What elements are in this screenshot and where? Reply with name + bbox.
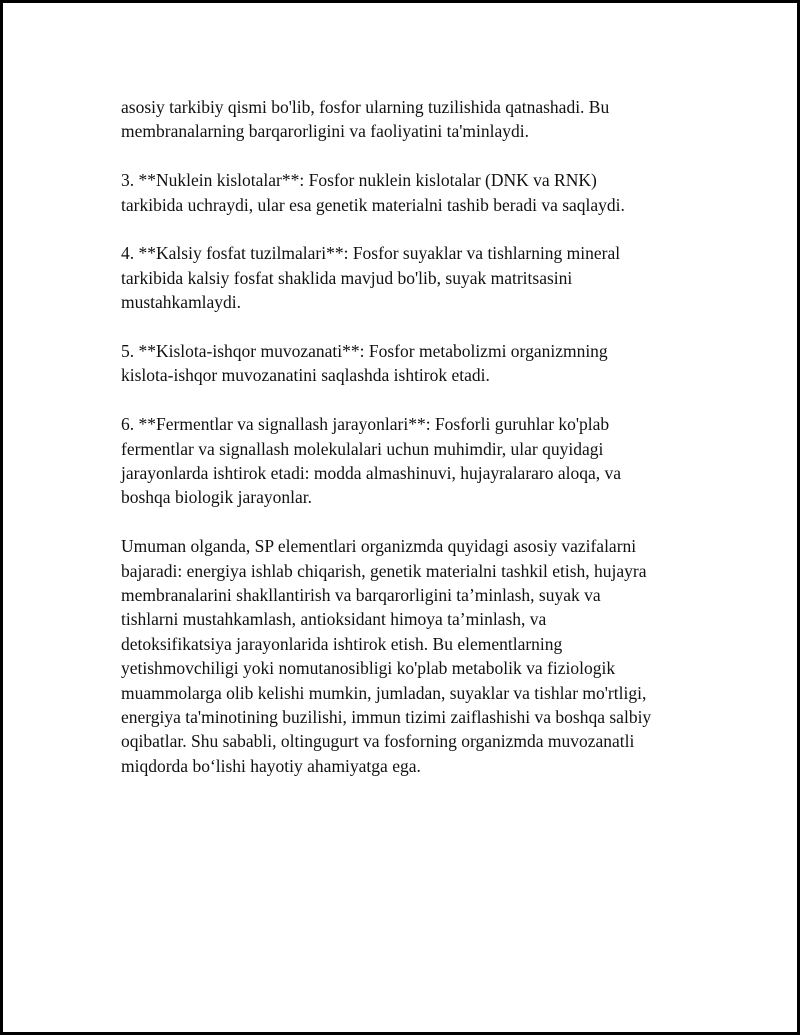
text-line: jarayonlarda ishtirok etadi: modda almashinuvi, hujayralararo aloqa, va	[121, 463, 622, 484]
text-line: energiya ta'minotining buzilishi, immun tizimi zaiflashishi va boshqa salbiy	[121, 707, 652, 728]
text-line: tarkibida uchraydi, ular esa genetik materialni tashib beradi va saqlaydi.	[121, 194, 625, 215]
paragraph-conclusion	[121, 534, 701, 778]
text-line: 5. **Kislota-ishqor muvozanati**: Fosfor metabolizmi organizmning	[121, 341, 608, 362]
text-line: oqibatlar. Shu sababli, oltingugurt va fosforning organizmda muvozanatli	[121, 731, 635, 752]
text-line: muammolarga olib kelishi mumkin, jumladan, suyaklar va tishlar mo'rtligi,	[121, 682, 647, 703]
text-line: detoksifikatsiya jarayonlarida ishtirok etish. Bu elementlarning	[121, 633, 563, 654]
text-line: yetishmovchiligi yoki nomutanosibligi ko'plab metabolik va fiziologik	[121, 658, 616, 679]
text-line: Umuman olganda, SP elementlari organizmda quyidagi asosiy vazifalarni	[121, 536, 637, 557]
list-item-nuklein-kislotalar	[121, 168, 701, 217]
text-line: fermentlar va signallash molekulalari uchun muhimdir, ular quyidagi	[121, 438, 604, 459]
list-item-kislota-ishqor	[121, 339, 701, 388]
text-line: boshqa biologik jarayonlar.	[121, 487, 313, 508]
text-line: asosiy tarkibiy qismi bo'lib, fosfor ularning tuzilishida qatnashadi. Bu	[121, 97, 610, 117]
text-line: tarkibida kalsiy fosfat shaklida mavjud bo'lib, suyak matritsasini	[121, 267, 573, 288]
list-item-kalsiy-fosfat	[121, 241, 701, 314]
text-line: miqdorda bo‘lishi hayotiy ahamiyatga ega.	[121, 755, 421, 776]
text-line: membranalarning barqarorligini va faoliyatini ta'minlaydi.	[121, 121, 529, 142]
text-line: mustahkamlaydi.	[121, 292, 242, 313]
text-line: 3. **Nuklein kislotalar**: Fosfor nuklein kislotalar (DNK va RNK)	[121, 170, 597, 191]
document-body	[121, 95, 701, 778]
list-item-fermentlar	[121, 412, 701, 510]
text-line: kislota-ishqor muvozanatini saqlashda ishtirok etadi.	[121, 365, 490, 386]
text-line: bajaradi: energiya ishlab chiqarish, genetik materialni tashkil etish, hujayra	[121, 560, 647, 581]
text-line: membranalarini shakllantirish va barqarorligini ta’minlash, suyak va	[121, 585, 601, 606]
text-line: 6. **Fermentlar va signallash jarayonlari**: Fosforli guruhlar ko'plab	[121, 414, 610, 435]
text-line: 4. **Kalsiy fosfat tuzilmalari**: Fosfor suyaklar va tishlarning mineral	[121, 243, 621, 264]
text-line: tishlarni mustahkamlash, antioksidant himoya ta’minlash, va	[121, 609, 547, 630]
paragraph-intro-continuation	[121, 95, 701, 144]
